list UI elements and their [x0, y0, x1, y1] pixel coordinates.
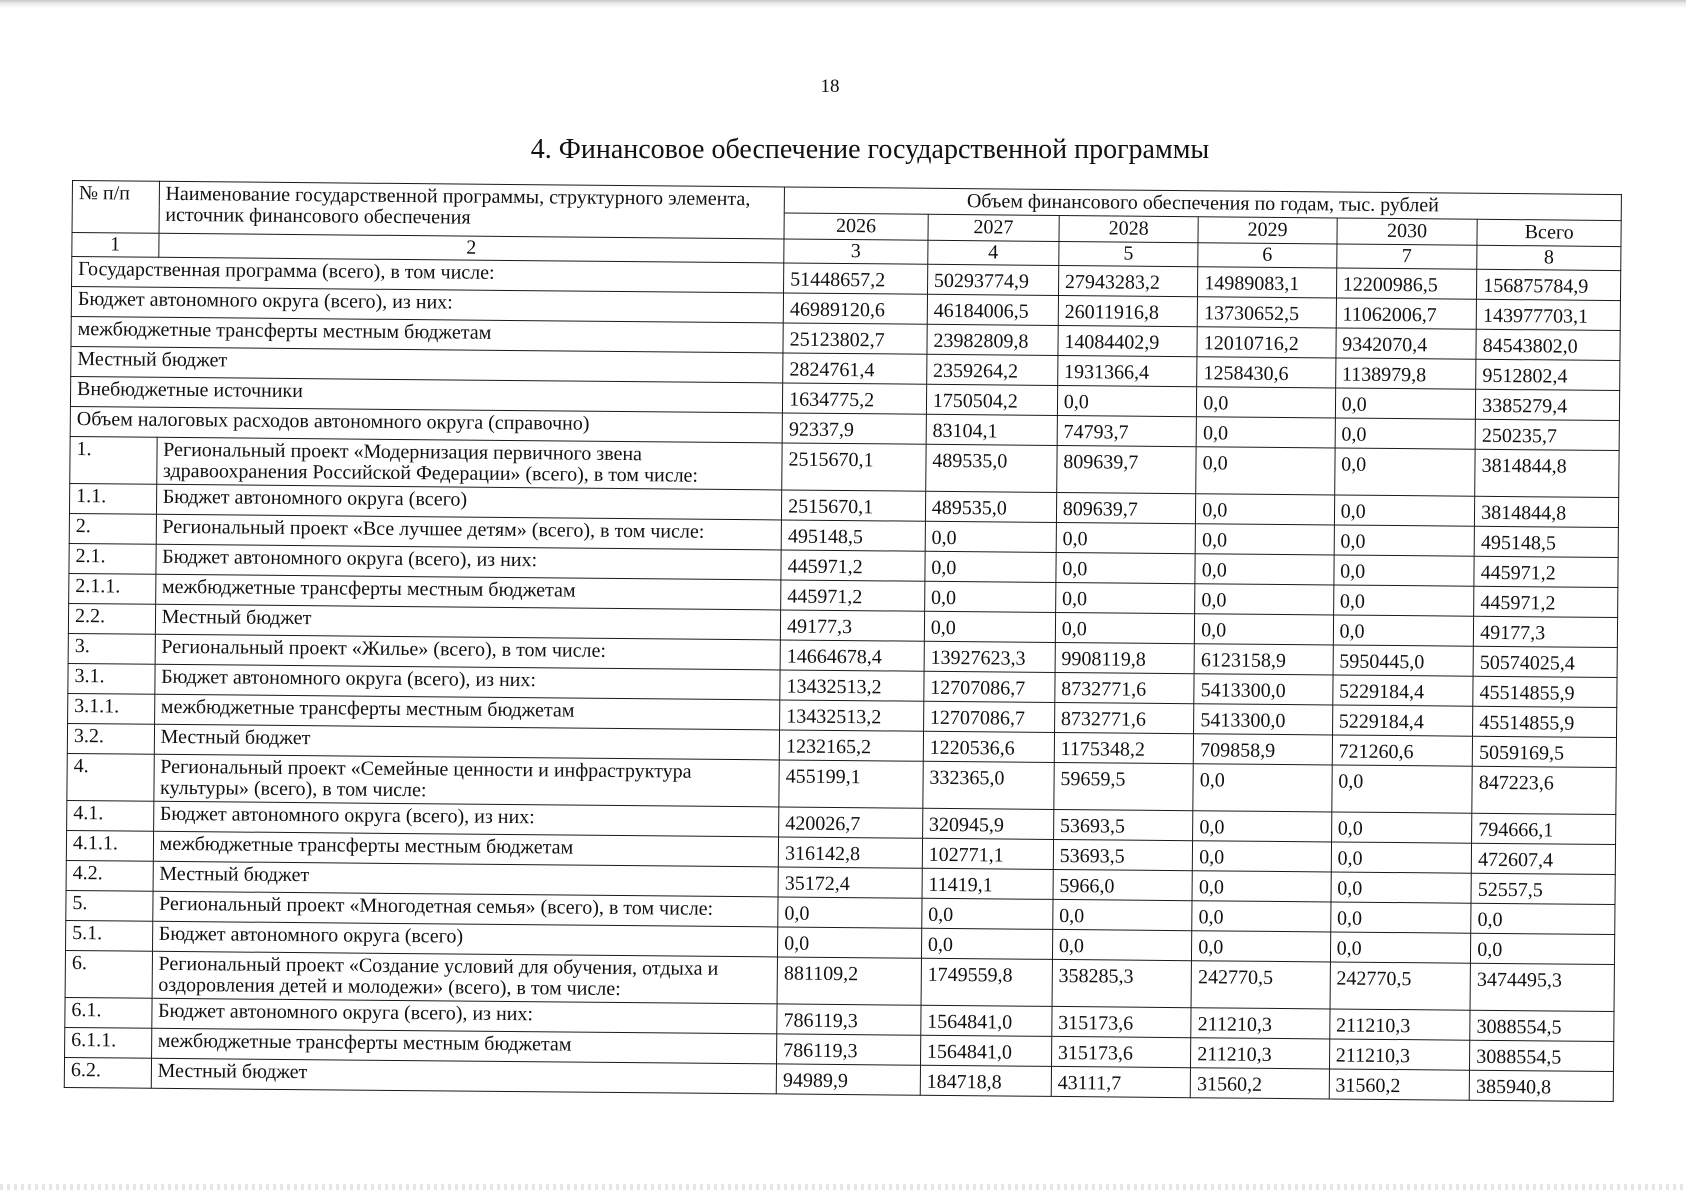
- cell-value: 455199,1: [779, 760, 923, 808]
- row-name: Бюджет автономного округа (всего), из них:: [153, 801, 779, 837]
- cell-value: 11419,1: [922, 868, 1053, 899]
- row-name: межбюджетные трансферты местным бюджетам: [151, 1028, 777, 1064]
- cell-value: 445971,2: [781, 550, 925, 581]
- cell-value: 0,0: [1330, 902, 1471, 933]
- cell-value: 1750504,2: [926, 384, 1057, 415]
- cell-value: 0,0: [1193, 764, 1332, 812]
- cell-value: 211210,3: [1191, 1008, 1330, 1039]
- cell-value: 53693,5: [1053, 809, 1193, 840]
- cell-value: 0,0: [922, 898, 1053, 929]
- cell-value: 315173,6: [1052, 1006, 1192, 1037]
- cell-value: 495148,5: [781, 520, 925, 551]
- row-name: межбюджетные трансферты местным бюджетам: [153, 831, 779, 867]
- cell-total: 794666,1: [1472, 813, 1616, 844]
- cell-value: 0,0: [1330, 932, 1471, 963]
- header-year: 2027: [928, 214, 1059, 241]
- row-name: межбюджетные трансферты местным бюджетам: [71, 316, 783, 352]
- header-year: Всего: [1477, 219, 1621, 246]
- cell-value: 5229184,4: [1332, 675, 1473, 706]
- cell-value: 5966,0: [1053, 869, 1193, 900]
- row-name: Местный бюджет: [71, 346, 783, 382]
- cell-value: 35172,4: [778, 867, 922, 898]
- row-name: Бюджет автономного округа (всего), из них:: [71, 287, 783, 323]
- cell-value: 8732771,6: [1055, 672, 1195, 703]
- cell-value: 50293774,9: [927, 264, 1058, 295]
- cell-value: 0,0: [1196, 447, 1335, 495]
- cell-value: 9342070,4: [1336, 328, 1477, 359]
- cell-total: 52557,5: [1471, 873, 1615, 904]
- cell-value: 315173,6: [1051, 1036, 1191, 1067]
- cell-value: 489535,0: [925, 491, 1056, 522]
- table-body: [64, 257, 1620, 1102]
- row-name: Государственная программа (всего), в том числе:: [72, 257, 784, 293]
- cell-value: 1749559,8: [921, 958, 1052, 1006]
- row-number: 6.1.: [65, 997, 152, 1028]
- row-name: Бюджет автономного округа (всего), из них:: [156, 544, 782, 580]
- cell-value: 0,0: [1196, 494, 1335, 525]
- cell-value: 242770,5: [1330, 962, 1471, 1010]
- row-number: 3.2.: [67, 723, 154, 754]
- cell-total: 495148,5: [1474, 526, 1618, 557]
- cell-value: 1931366,4: [1057, 355, 1197, 386]
- cell-value: 1634775,2: [783, 383, 927, 414]
- cell-value: 12200986,5: [1336, 268, 1477, 299]
- cell-value: 420026,7: [779, 807, 923, 838]
- cell-value: 9908119,8: [1055, 642, 1195, 673]
- cell-value: 14664678,4: [780, 640, 924, 671]
- cell-value: 6123158,9: [1194, 644, 1333, 675]
- cell-value: 13432513,2: [780, 700, 924, 731]
- column-number: 7: [1336, 244, 1477, 269]
- row-number: 4.1.: [67, 800, 154, 831]
- row-number: 6.2.: [64, 1057, 151, 1088]
- page-number: 18: [820, 76, 840, 97]
- row-number: 3.1.: [68, 663, 155, 694]
- row-name: Местный бюджет: [153, 861, 779, 897]
- cell-value: 0,0: [1196, 417, 1335, 448]
- cell-value: 1138979,8: [1335, 358, 1476, 389]
- row-name: Бюджет автономного округа (всего), из них:: [151, 998, 777, 1034]
- cell-value: 0,0: [1057, 385, 1197, 416]
- cell-value: 1175348,2: [1054, 732, 1194, 763]
- cell-value: 316142,8: [778, 837, 922, 868]
- cell-total: 3088554,5: [1470, 1010, 1614, 1041]
- row-number: 5.1.: [66, 920, 153, 951]
- cell-value: 0,0: [1333, 585, 1474, 616]
- cell-value: 709858,9: [1193, 734, 1332, 765]
- cell-value: 13927623,3: [924, 641, 1055, 672]
- cell-value: 0,0: [1331, 842, 1472, 873]
- header-volume: Объем финансового обеспечения по годам, тыс. рублей: [784, 187, 1621, 221]
- cell-value: 0,0: [1335, 388, 1476, 419]
- column-number: 8: [1477, 245, 1621, 270]
- cell-value: 12707086,7: [924, 671, 1055, 702]
- cell-value: 2824761,4: [783, 353, 927, 384]
- cell-value: 2515670,1: [782, 443, 926, 491]
- column-number: 2: [158, 233, 784, 263]
- cell-value: 0,0: [1195, 554, 1334, 585]
- cell-value: 809639,7: [1056, 492, 1196, 523]
- cell-value: 0,0: [1334, 448, 1475, 496]
- row-number: 2.2.: [68, 603, 155, 634]
- cell-value: 211210,3: [1191, 1038, 1330, 1069]
- cell-value: 0,0: [1334, 555, 1475, 586]
- scan-edge-bottom: [0, 1184, 1686, 1190]
- cell-value: 53693,5: [1053, 839, 1193, 870]
- row-number: 5.: [66, 890, 153, 921]
- cell-value: 0,0: [1053, 899, 1193, 930]
- cell-value: 12010716,2: [1197, 327, 1336, 358]
- cell-value: 92337,9: [782, 413, 926, 444]
- cell-value: 0,0: [921, 928, 1052, 959]
- cell-value: 445971,2: [781, 580, 925, 611]
- cell-total: 472607,4: [1471, 843, 1615, 874]
- cell-value: 0,0: [1056, 522, 1196, 553]
- cell-value: 74793,7: [1057, 415, 1197, 446]
- cell-value: 46184006,5: [927, 294, 1058, 325]
- cell-total: 3814844,8: [1475, 449, 1619, 497]
- cell-total: 445971,2: [1474, 556, 1618, 587]
- cell-value: 26011916,8: [1058, 295, 1198, 326]
- cell-total: 45514855,9: [1473, 706, 1617, 737]
- cell-value: 13432513,2: [780, 670, 924, 701]
- cell-value: 14989083,1: [1198, 267, 1337, 298]
- cell-value: 0,0: [1331, 812, 1472, 843]
- header-name: Наименование государственной программы, структурного элемента, источник финансового обеспечения: [159, 181, 785, 239]
- cell-total: 143977703,1: [1476, 299, 1620, 330]
- row-number: 1.1.: [69, 483, 156, 514]
- cell-value: 51448657,2: [784, 263, 928, 294]
- cell-value: 0,0: [1056, 552, 1196, 583]
- cell-value: 2359264,2: [926, 354, 1057, 385]
- row-number: 2.: [69, 513, 156, 544]
- cell-value: 0,0: [924, 581, 1055, 612]
- cell-value: 881109,2: [777, 957, 921, 1005]
- row-name: Объем налоговых расходов автономного округа (справочно): [70, 406, 782, 442]
- cell-value: 1564841,0: [920, 1035, 1051, 1066]
- cell-value: 2515670,1: [782, 490, 926, 521]
- cell-total: 847223,6: [1472, 766, 1616, 814]
- cell-value: 94989,9: [776, 1064, 920, 1095]
- cell-total: 250235,7: [1475, 419, 1619, 450]
- cell-value: 14084402,9: [1058, 325, 1198, 356]
- cell-value: 0,0: [1335, 418, 1476, 449]
- cell-total: 84543802,0: [1476, 329, 1620, 360]
- cell-value: 31560,2: [1190, 1068, 1329, 1099]
- cell-value: 0,0: [1333, 615, 1474, 646]
- cell-value: 0,0: [1195, 584, 1334, 615]
- row-number: 3.1.1.: [68, 693, 155, 724]
- row-number: 3.: [68, 633, 155, 664]
- cell-value: 5413300,0: [1194, 704, 1333, 735]
- cell-total: 49177,3: [1473, 616, 1617, 647]
- cell-value: 0,0: [1055, 612, 1195, 643]
- row-name: Региональный проект «Многодетная семья» (всего), в том числе:: [152, 891, 778, 927]
- cell-value: 0,0: [778, 927, 922, 958]
- header-year: 2030: [1337, 218, 1478, 245]
- cell-value: 332365,0: [923, 761, 1054, 809]
- row-number: 4.: [67, 753, 154, 801]
- cell-value: 46989120,6: [783, 293, 927, 324]
- cell-total: 45514855,9: [1473, 676, 1617, 707]
- cell-value: 0,0: [1193, 811, 1332, 842]
- cell-total: 9512802,4: [1476, 359, 1620, 390]
- cell-value: 43111,7: [1051, 1066, 1191, 1097]
- cell-value: 23982809,8: [927, 324, 1058, 355]
- cell-value: 242770,5: [1191, 961, 1330, 1009]
- row-name: межбюджетные трансферты местным бюджетам: [154, 694, 780, 730]
- cell-value: 0,0: [1193, 841, 1332, 872]
- cell-value: 25123802,7: [783, 323, 927, 354]
- cell-value: 721260,6: [1332, 735, 1473, 766]
- cell-value: 809639,7: [1057, 445, 1197, 493]
- header-num: № п/п: [72, 181, 159, 234]
- cell-value: 0,0: [1192, 901, 1331, 932]
- cell-total: 0,0: [1471, 933, 1615, 964]
- cell-value: 0,0: [1334, 495, 1475, 526]
- cell-value: 489535,0: [926, 444, 1057, 492]
- cell-total: 3088554,5: [1470, 1040, 1614, 1071]
- row-name: межбюджетные трансферты местным бюджетам: [155, 574, 781, 610]
- cell-value: 102771,1: [922, 838, 1053, 869]
- cell-total: 3814844,8: [1475, 496, 1619, 527]
- header-year: 2029: [1198, 217, 1337, 244]
- cell-value: 0,0: [778, 897, 922, 928]
- row-number: 1.: [70, 436, 157, 484]
- row-name: Местный бюджет: [154, 724, 780, 760]
- cell-value: 5950445,0: [1333, 645, 1474, 676]
- cell-value: 786119,3: [777, 1034, 921, 1065]
- row-number: 2.1.: [69, 543, 156, 574]
- row-name: Бюджет автономного округа (всего): [156, 484, 782, 520]
- row-number: 6.: [65, 950, 152, 998]
- cell-value: 1258430,6: [1197, 357, 1336, 388]
- cell-value: 0,0: [1197, 387, 1336, 418]
- row-name: Региональный проект «Создание условий для обучения, отдыха и оздоровления детей и молодежи» (всего), в том числе:: [152, 951, 778, 1004]
- financing-table-container: [64, 180, 1622, 1102]
- column-number: 3: [784, 239, 928, 264]
- scan-edge-top: [0, 0, 1686, 8]
- table-header: [72, 181, 1622, 271]
- row-number: 4.2.: [66, 860, 153, 891]
- cell-value: 0,0: [1052, 929, 1192, 960]
- cell-total: 445971,2: [1474, 586, 1618, 617]
- cell-total: 5059169,5: [1472, 736, 1616, 767]
- row-number: 6.1.1.: [65, 1027, 152, 1058]
- cell-total: 0,0: [1471, 903, 1615, 934]
- cell-value: 27943283,2: [1058, 265, 1198, 296]
- row-name: Региональный проект «Модернизация первичного звена здравоохранения Российской Федерации» (всего), в том числе:: [156, 437, 782, 490]
- cell-total: 156875784,9: [1477, 269, 1621, 300]
- row-name: Региональный проект «Все лучшее детям» (всего), в том числе:: [156, 514, 782, 550]
- row-number: 2.1.1.: [69, 573, 156, 604]
- cell-total: 3474495,3: [1470, 963, 1614, 1011]
- cell-value: 1220536,6: [923, 731, 1054, 762]
- row-number: 4.1.1.: [66, 830, 153, 861]
- cell-value: 0,0: [1195, 614, 1334, 645]
- cell-value: 0,0: [1195, 524, 1334, 555]
- cell-value: 31560,2: [1329, 1069, 1470, 1100]
- column-number: 1: [72, 233, 159, 258]
- cell-value: 0,0: [1331, 872, 1472, 903]
- row-name: Региональный проект «Жилье» (всего), в том числе:: [155, 634, 781, 670]
- row-name: Региональный проект «Семейные ценности и инфраструктура культуры» (всего), в том числе:: [153, 754, 779, 807]
- cell-value: 211210,3: [1329, 1009, 1470, 1040]
- cell-value: 0,0: [1055, 582, 1195, 613]
- cell-value: 11062006,7: [1336, 298, 1477, 329]
- cell-total: 50574025,4: [1473, 646, 1617, 677]
- financing-table: [64, 180, 1622, 1102]
- column-number: 4: [928, 240, 1059, 265]
- cell-value: 0,0: [925, 521, 1056, 552]
- column-number: 5: [1059, 241, 1199, 266]
- cell-value: 5229184,4: [1332, 705, 1473, 736]
- cell-value: 1564841,0: [921, 1005, 1052, 1036]
- cell-value: 8732771,6: [1054, 702, 1194, 733]
- cell-value: 13730652,5: [1197, 297, 1336, 328]
- header-year: 2028: [1059, 215, 1199, 242]
- cell-total: 3385279,4: [1476, 389, 1620, 420]
- row-name: Местный бюджет: [151, 1058, 777, 1094]
- column-number: 6: [1198, 243, 1337, 268]
- page-title: 4. Финансовое обеспечение государственной программы: [530, 134, 1210, 165]
- header-year: 2026: [784, 213, 928, 240]
- cell-value: 49177,3: [780, 610, 924, 641]
- cell-value: 0,0: [1331, 765, 1472, 813]
- cell-total: 385940,8: [1469, 1070, 1613, 1101]
- cell-value: 0,0: [1192, 871, 1331, 902]
- cell-value: 211210,3: [1329, 1039, 1470, 1070]
- row-name: Внебюджетные источники: [70, 376, 782, 412]
- cell-value: 0,0: [1192, 931, 1331, 962]
- cell-value: 1232165,2: [779, 730, 923, 761]
- cell-value: 184718,8: [920, 1065, 1051, 1096]
- cell-value: 358285,3: [1052, 959, 1192, 1007]
- row-name: Местный бюджет: [155, 604, 781, 640]
- cell-value: 0,0: [1334, 525, 1475, 556]
- cell-value: 0,0: [924, 611, 1055, 642]
- cell-value: 83104,1: [926, 414, 1057, 445]
- row-name: Бюджет автономного округа (всего): [152, 921, 778, 957]
- cell-value: 786119,3: [777, 1004, 921, 1035]
- cell-value: 0,0: [925, 551, 1056, 582]
- cell-value: 5413300,0: [1194, 674, 1333, 705]
- cell-value: 59659,5: [1054, 762, 1194, 810]
- row-name: Бюджет автономного округа (всего), из них:: [154, 664, 780, 700]
- cell-value: 320945,9: [922, 808, 1053, 839]
- cell-value: 12707086,7: [923, 701, 1054, 732]
